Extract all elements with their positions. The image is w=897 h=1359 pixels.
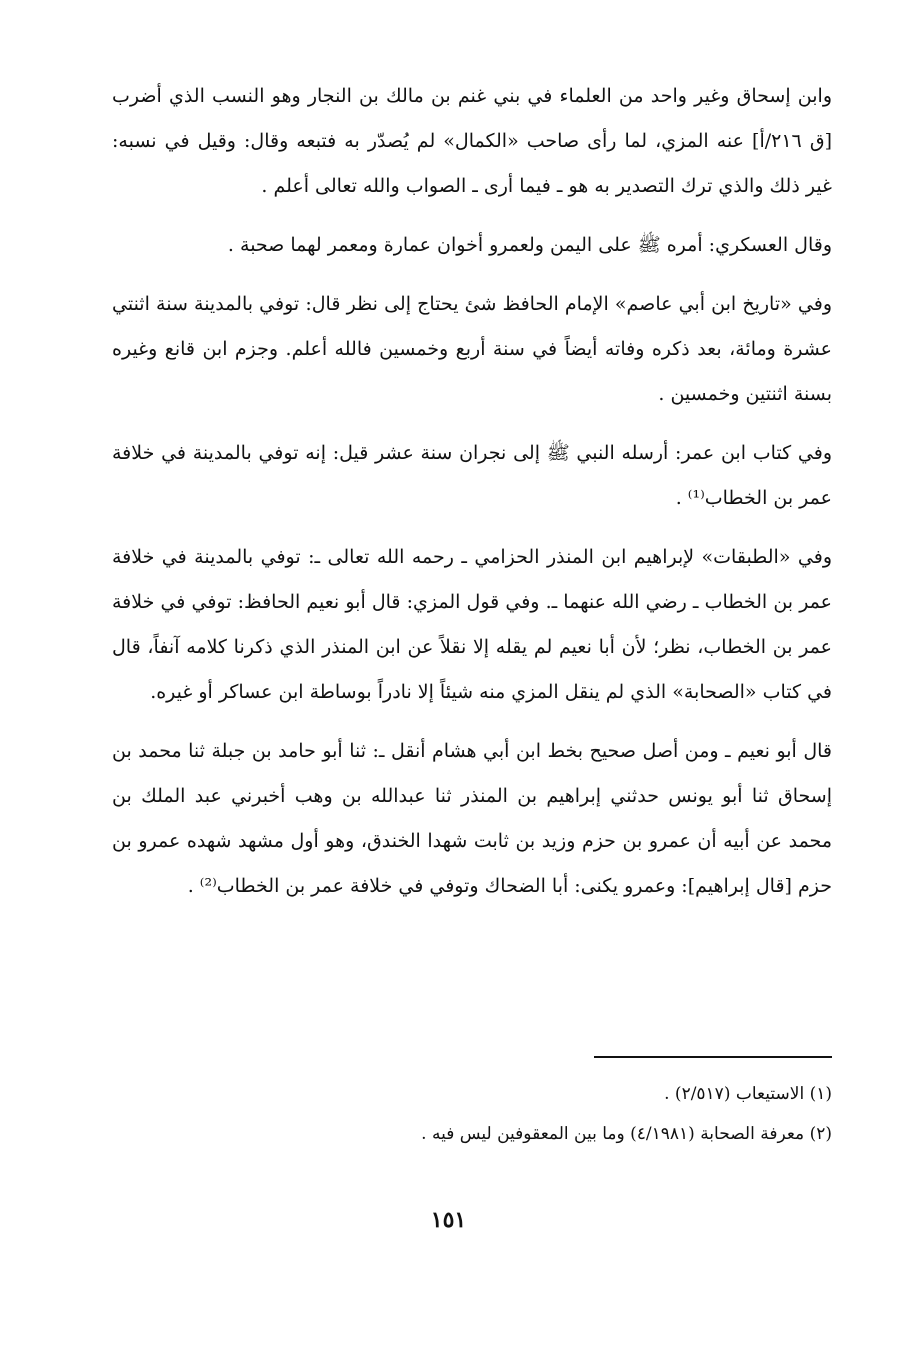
page-number: ١٥١ <box>430 1207 467 1233</box>
paragraph-4: وفي كتاب ابن عمر: أرسله النبي ﷺ إلى نجران سنة عشر قيل: إنه توفي بالمدينة في خلافة عمر بن الخطاب⁽¹⁾ . <box>112 442 832 509</box>
paragraph-5: وفي «الطبقات» لإبراهيم ابن المنذر الحزامي ـ رحمه الله تعالى ـ: توفي بالمدينة في خلافة عمر بن الخطاب ـ رضي الله عنهما ـ. وفي قول المزي: قال أبو نعيم الحافظ: توفي في خلافة عمر بن الخطاب، نظر؛ لأن أبا نعيم لم يقله إلا نقلاً عن ابن المنذر الذي ذكرنا كلامه آنفاً، قال في كتاب «الصحابة» الذي لم ينقل المزي منه شيئاً إلا نادراً بوساطة ابن عساكر أو غيره. <box>112 546 832 703</box>
footnotes <box>112 1074 832 1154</box>
footnote-2: (٢) معرفة الصحابة (٤/١٩٨١) وما بين المعقوفين ليس فيه . <box>421 1124 832 1144</box>
footnote-separator <box>594 1056 832 1058</box>
body-text <box>112 74 832 923</box>
paragraph-2: وقال العسكري: أمره ﷺ على اليمن ولعمرو أخوان عمارة ومعمر لهما صحبة . <box>227 234 832 256</box>
paragraph-6: قال أبو نعيم ـ ومن أصل صحيح بخط ابن أبي هشام أنقل ـ: ثنا أبو حامد بن جبلة ثنا محمد بن إسحاق ثنا أبو يونس حدثني إبراهيم بن المنذر ثنا عبدالله بن وهب أخبرني عبد الملك بن محمد عن أبيه أن عمرو بن حزم وزيد بن ثابت شهدا الخندق، وهو أول مشهد شهده عمرو بن حزم [قال إبراهيم]: وعمرو يكنى: أبا الضحاك وتوفي في خلافة عمر بن الخطاب⁽²⁾ . <box>112 740 832 897</box>
paragraph-3: وفي «تاريخ ابن أبي عاصم» الإمام الحافظ شئ يحتاج إلى نظر قال: توفي بالمدينة سنة اثنتي عشرة ومائة، بعد ذكره وفاته أيضاً في سنة أربع وخمسين فالله أعلم. وجزم ابن قانع وغيره بسنة اثنتين وخمسين . <box>112 293 832 405</box>
paragraph-1: وابن إسحاق وغير واحد من العلماء في بني غنم بن مالك بن النجار وهو النسب الذي أضرب [ق ٢١٦/أ] عنه المزي، لما رأى صاحب «الكمال» لم يُصدّر به فتبعه وقال: وقيل في نسبه: غير ذلك والذي ترك التصدير به هو ـ فيما أرى ـ الصواب والله تعالى أعلم . <box>112 85 832 197</box>
footnote-1: (١) الاستيعاب (٢/٥١٧) . <box>664 1084 832 1104</box>
